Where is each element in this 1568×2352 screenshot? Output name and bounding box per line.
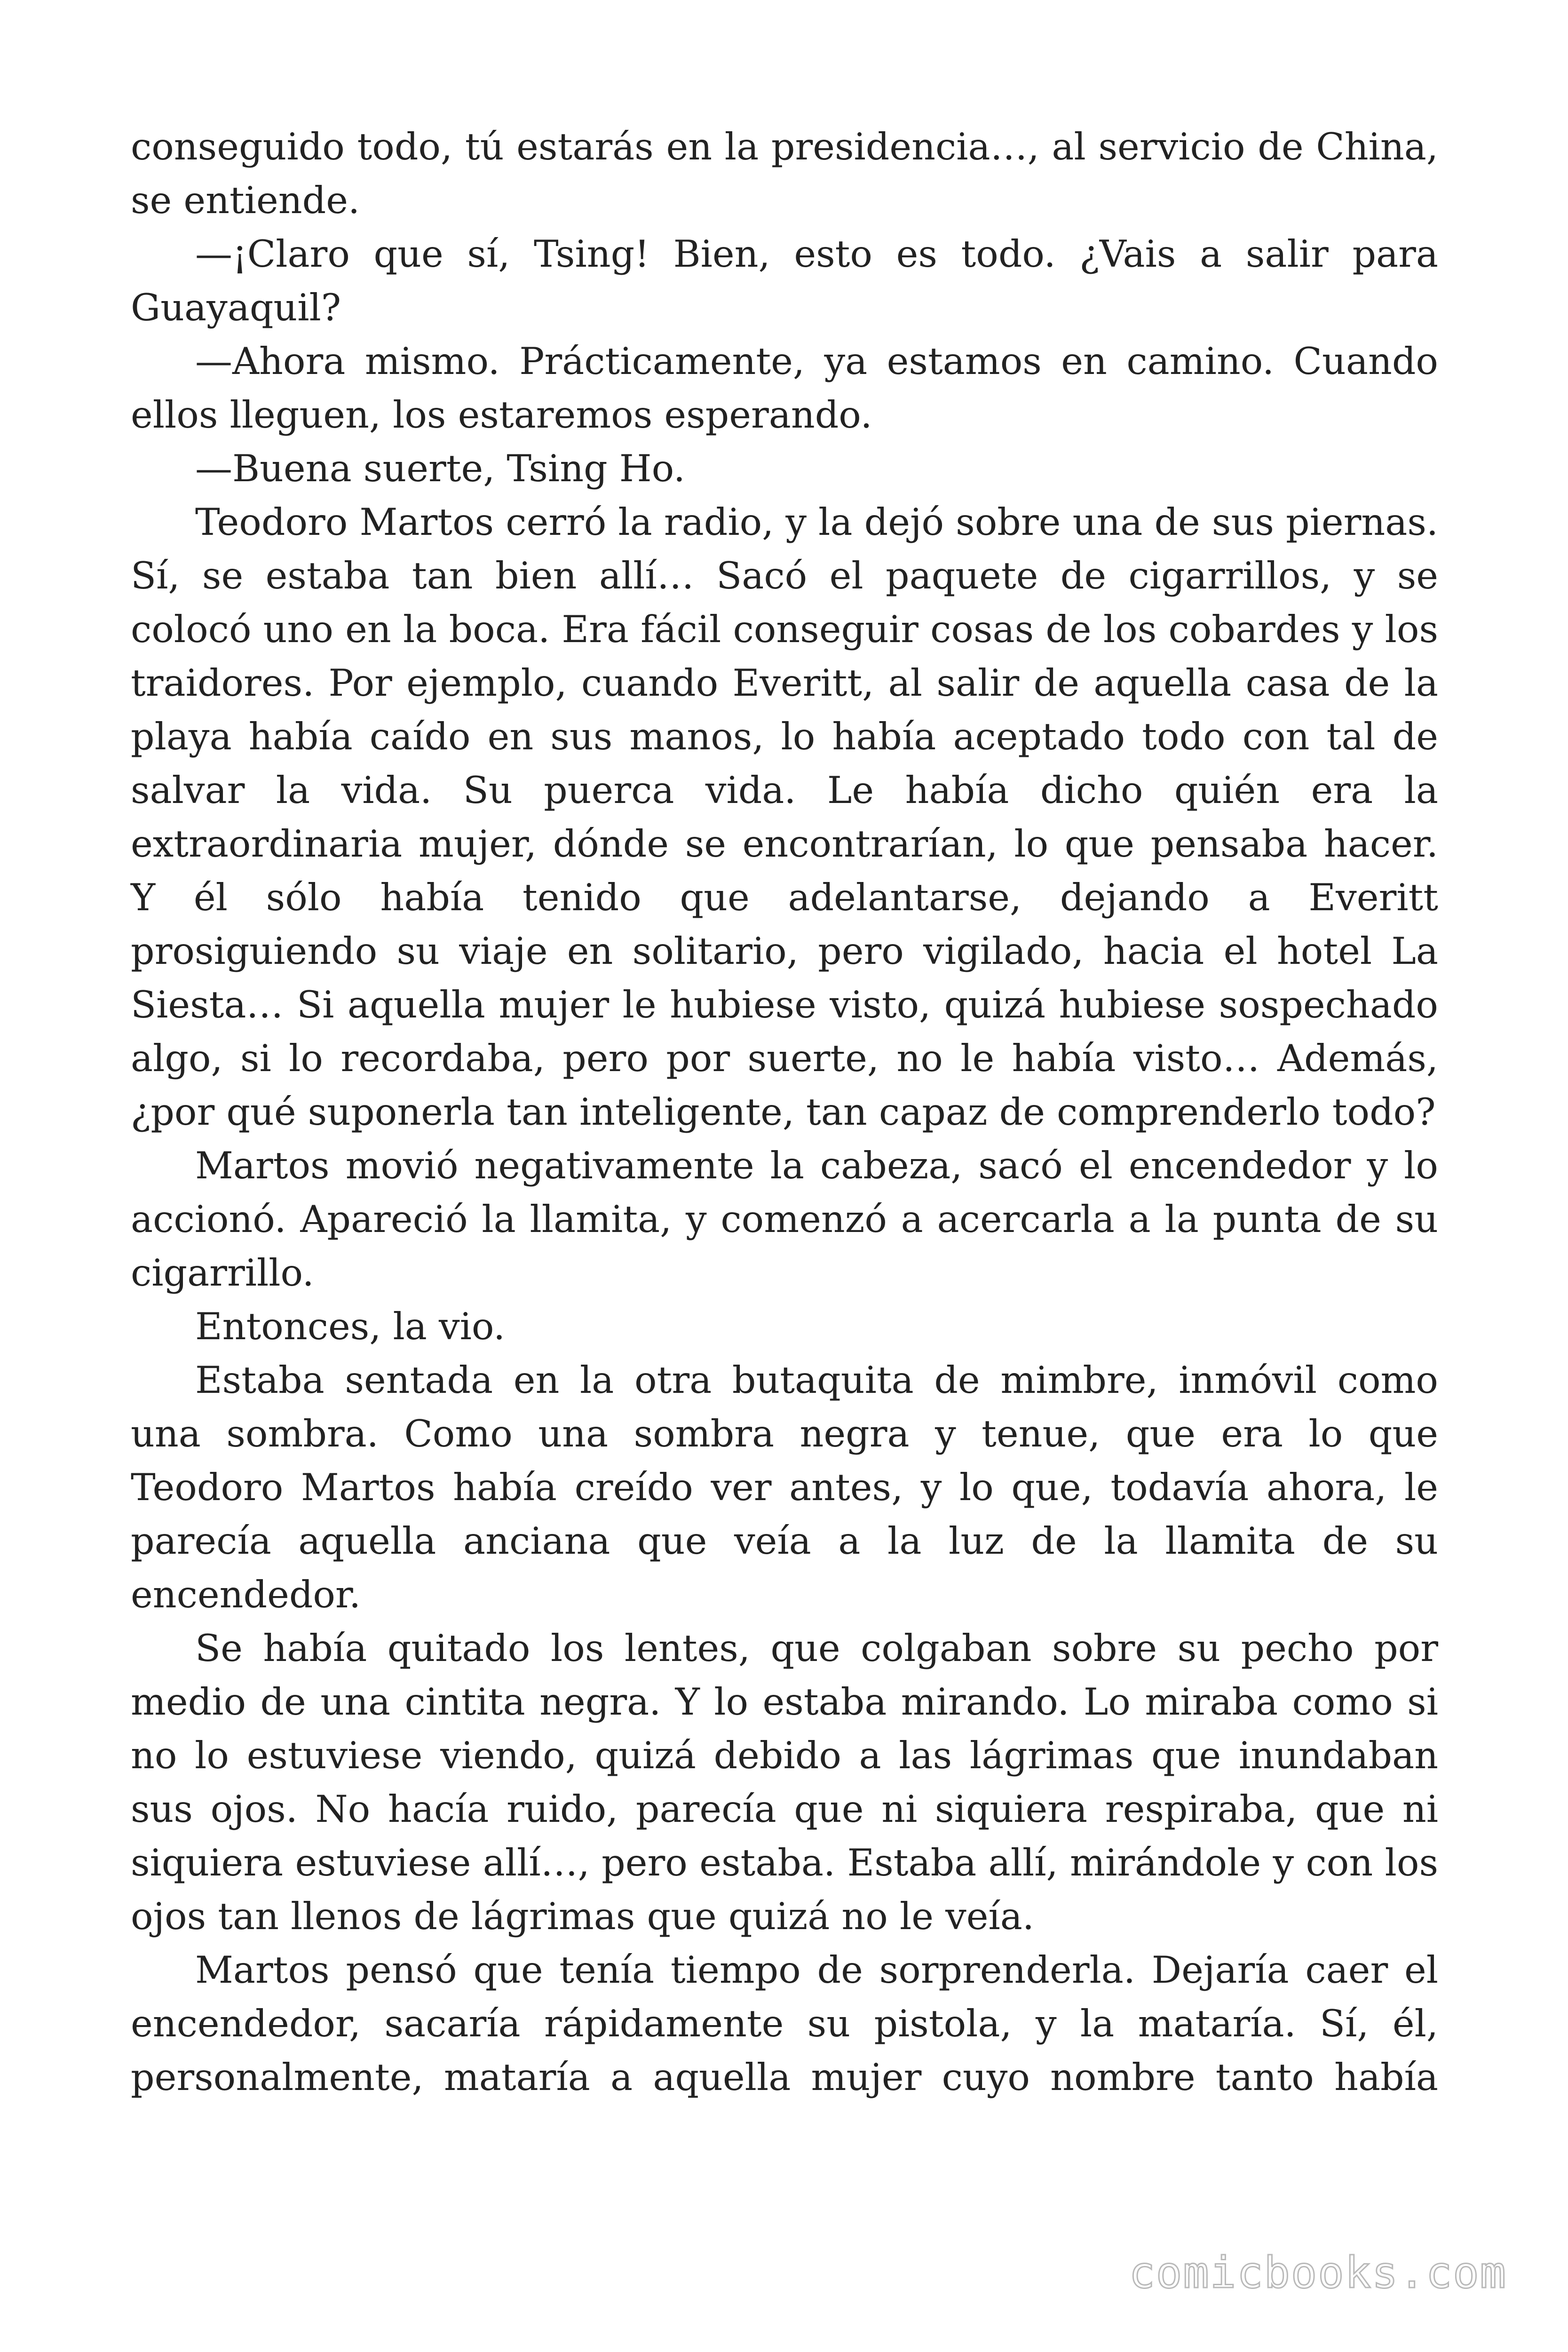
paragraph: conseguido todo, tú estarás en la presidencia…, al servicio de China, se entiende. <box>131 125 1438 222</box>
paragraph: Teodoro Martos cerró la radio, y la dejó sobre una de sus piernas. Sí, se estaba tan bien allí… Sacó el paquete de cigarrillos, y se colocó uno en la boca. Era fácil conseguir cosas de los cobardes y los traidores. Por ejemplo, cuando Everitt, al salir de aquella casa de la playa había caído en sus manos, lo había aceptado todo con tal de salvar la vida. Su puerca vida. Le había dicho quién era la extraordinaria mujer, dónde se encontrarían, lo que pensaba hacer. Y él sólo había tenido que adelantarse, dejando a Everitt prosiguiendo su viaje en solitario, pero vigilado, hacia el hotel La Siesta… Si aquella mujer le hubiese visto, quizá hubiese sospechado algo, si lo recordaba, pero por suerte, no le había visto… Además, ¿por qué suponerla tan inteligente, tan capaz de comprenderlo todo? <box>131 501 1438 1134</box>
paragraph: Entonces, la vio. <box>195 1305 506 1348</box>
page-body <box>131 120 1438 2104</box>
paragraph: Martos movió negativamente la cabeza, sacó el encendedor y lo accionó. Apareció la llamita, y comenzó a acercarla a la punta de su cigarrillo. <box>131 1144 1438 1295</box>
watermark: comicbooks.com <box>1129 2248 1507 2298</box>
paragraph: —Buena suerte, Tsing Ho. <box>195 447 685 490</box>
paragraph: Martos pensó que tenía tiempo de sorprenderla. Dejaría caer el encendedor, sacaría rápidamente su pistola, y la mataría. Sí, él, personalmente, mataría a aquella mujer cuyo nombre tanto había <box>131 1948 1438 2099</box>
paragraph: —Ahora mismo. Prácticamente, ya estamos en camino. Cuando ellos lleguen, los estaremos esperando. <box>131 340 1438 437</box>
paragraph: Estaba sentada en la otra butaquita de mimbre, inmóvil como una sombra. Como una sombra negra y tenue, que era lo que Teodoro Martos había creído ver antes, y lo que, todavía ahora, le parecía aquella anciana que veía a la luz de la llamita de su encendedor. <box>131 1359 1438 1616</box>
paragraph: Se había quitado los lentes, que colgaban sobre su pecho por medio de una cintita negra. Y lo estaba mirando. Lo miraba como si no lo estuviese viendo, quizá debido a las lágrimas que inundaban sus ojos. No hacía ruido, parecía que ni siquiera respiraba, que ni siquiera estuviese allí…, pero estaba. Estaba allí, mirándole y con los ojos tan llenos de lágrimas que quizá no le veía. <box>131 1627 1438 1938</box>
paragraph: —¡Claro que sí, Tsing! Bien, esto es todo. ¿Vais a salir para Guayaquil? <box>131 232 1438 329</box>
